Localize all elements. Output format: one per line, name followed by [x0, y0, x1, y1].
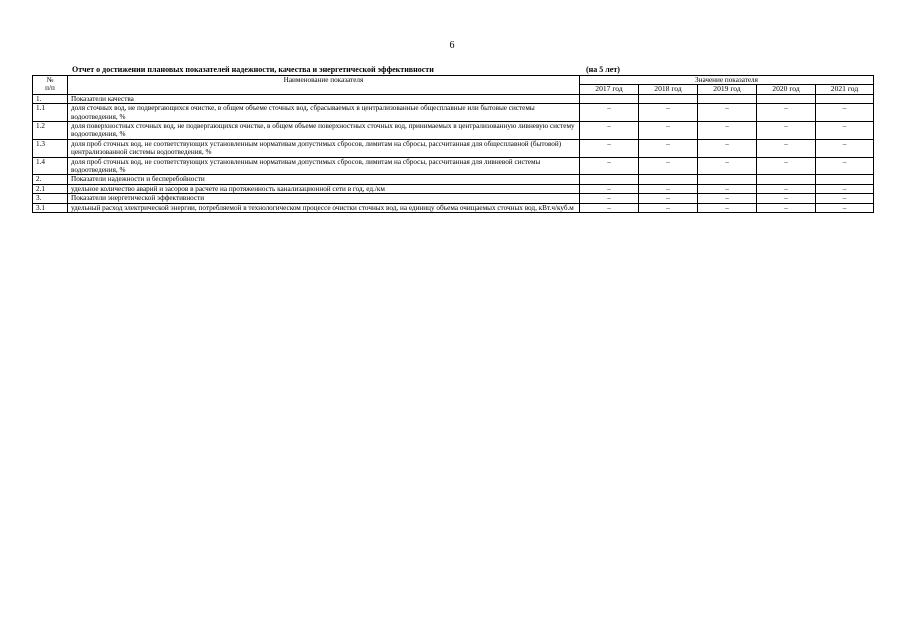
header-year: 2018 год	[639, 85, 698, 94]
row-value	[816, 175, 874, 184]
row-indicator-name: доля проб сточных вод, не соответствующих установленным нормативам допустимых сбросов, лимитам на сбросы, рассчитанная для общесплавной (бытовой) централизованной системы водоотведения, %	[68, 139, 580, 157]
table-row	[33, 175, 874, 184]
report-title: Отчет о достижении плановых показателей надежности, качества и энергетической эффективности	[72, 65, 434, 74]
row-value: –	[816, 194, 874, 203]
row-value: –	[580, 122, 639, 140]
row-value: –	[698, 203, 757, 212]
row-value: –	[816, 104, 874, 122]
row-value	[698, 94, 757, 103]
row-number: 3.	[33, 194, 68, 203]
row-indicator-name: доля проб сточных вод, не соответствующих установленным нормативам допустимых сбросов, лимитам на сбросы, рассчитанная для ливневой системы водоотведения, %	[68, 157, 580, 175]
row-indicator-name: Показатели качества	[68, 94, 580, 103]
header-num-line1: №	[46, 76, 54, 84]
row-value: –	[757, 184, 816, 193]
row-value: –	[816, 203, 874, 212]
row-value: –	[757, 139, 816, 157]
row-value	[639, 94, 698, 103]
row-value: –	[757, 194, 816, 203]
row-value: –	[639, 104, 698, 122]
header-num	[33, 76, 68, 95]
header-num-line2: п/п	[45, 84, 55, 93]
row-value: –	[757, 122, 816, 140]
page-number: 6	[449, 40, 455, 51]
row-indicator-name: доля поверхностных сточных вод, не подвергающихся очистке, в общем объеме поверхностных сточных вод, принимаемых в централизованную ливневую систему водоотведения, %	[68, 122, 580, 140]
row-value	[816, 94, 874, 103]
table-row	[33, 139, 874, 157]
row-value: –	[816, 139, 874, 157]
row-indicator-name: Показатели надежности и бесперебойности	[68, 175, 580, 184]
indicators-table	[32, 75, 874, 213]
header-row-1	[33, 76, 874, 85]
row-value: –	[639, 157, 698, 175]
header-year: 2021 год	[816, 85, 874, 94]
table-row	[33, 194, 874, 203]
row-value: –	[639, 194, 698, 203]
row-value	[580, 175, 639, 184]
row-value: –	[698, 104, 757, 122]
row-value	[757, 175, 816, 184]
row-value: –	[816, 157, 874, 175]
row-indicator-name: Показатели энергетической эффективности	[68, 194, 580, 203]
table-row	[33, 203, 874, 212]
row-value	[580, 94, 639, 103]
row-number: 3.1	[33, 203, 68, 212]
row-value: –	[580, 203, 639, 212]
table-row	[33, 94, 874, 103]
row-value	[757, 94, 816, 103]
header-value: Значение показателя	[580, 76, 874, 85]
row-value: –	[639, 203, 698, 212]
row-number: 1.3	[33, 139, 68, 157]
row-value	[639, 175, 698, 184]
row-value: –	[757, 157, 816, 175]
row-value: –	[580, 139, 639, 157]
row-value: –	[580, 194, 639, 203]
row-number: 1.4	[33, 157, 68, 175]
row-value: –	[816, 122, 874, 140]
row-value: –	[698, 157, 757, 175]
row-number: 2.1	[33, 184, 68, 193]
row-indicator-name: доля сточных вод, не подвергающихся очистке, в общем объеме сточных вод, сбрасываемых в централизованные общесплавные или бытовые системы водоотведения, %	[68, 104, 580, 122]
row-indicator-name: удельное количество аварий и засоров в расчете на протяженность канализационной сети в год, ед./км	[68, 184, 580, 193]
row-value: –	[639, 184, 698, 193]
row-value: –	[639, 122, 698, 140]
row-value: –	[757, 104, 816, 122]
row-value: –	[698, 184, 757, 193]
header-year: 2020 год	[757, 85, 816, 94]
row-value: –	[698, 139, 757, 157]
row-value	[698, 175, 757, 184]
table-row	[33, 104, 874, 122]
header-name: Наименование показателя	[68, 76, 580, 95]
row-value: –	[698, 122, 757, 140]
row-number: 1.2	[33, 122, 68, 140]
row-indicator-name: удельный расход электрической энергии, потребляемой в технологическом процессе очистки сточных вод, на единицу объема очищаемых сточных вод, кВт.ч/куб.м	[68, 203, 580, 212]
table-row	[33, 122, 874, 140]
row-value: –	[698, 194, 757, 203]
row-number: 1.1	[33, 104, 68, 122]
row-value: –	[580, 184, 639, 193]
header-year: 2017 год	[580, 85, 639, 94]
row-number: 1.	[33, 94, 68, 103]
row-value: –	[580, 157, 639, 175]
row-value: –	[816, 184, 874, 193]
row-number: 2.	[33, 175, 68, 184]
row-value: –	[639, 139, 698, 157]
report-period: (на 5 лет)	[586, 65, 620, 74]
row-value: –	[757, 203, 816, 212]
row-value: –	[580, 104, 639, 122]
header-year: 2019 год	[698, 85, 757, 94]
table-row	[33, 184, 874, 193]
table-row	[33, 157, 874, 175]
